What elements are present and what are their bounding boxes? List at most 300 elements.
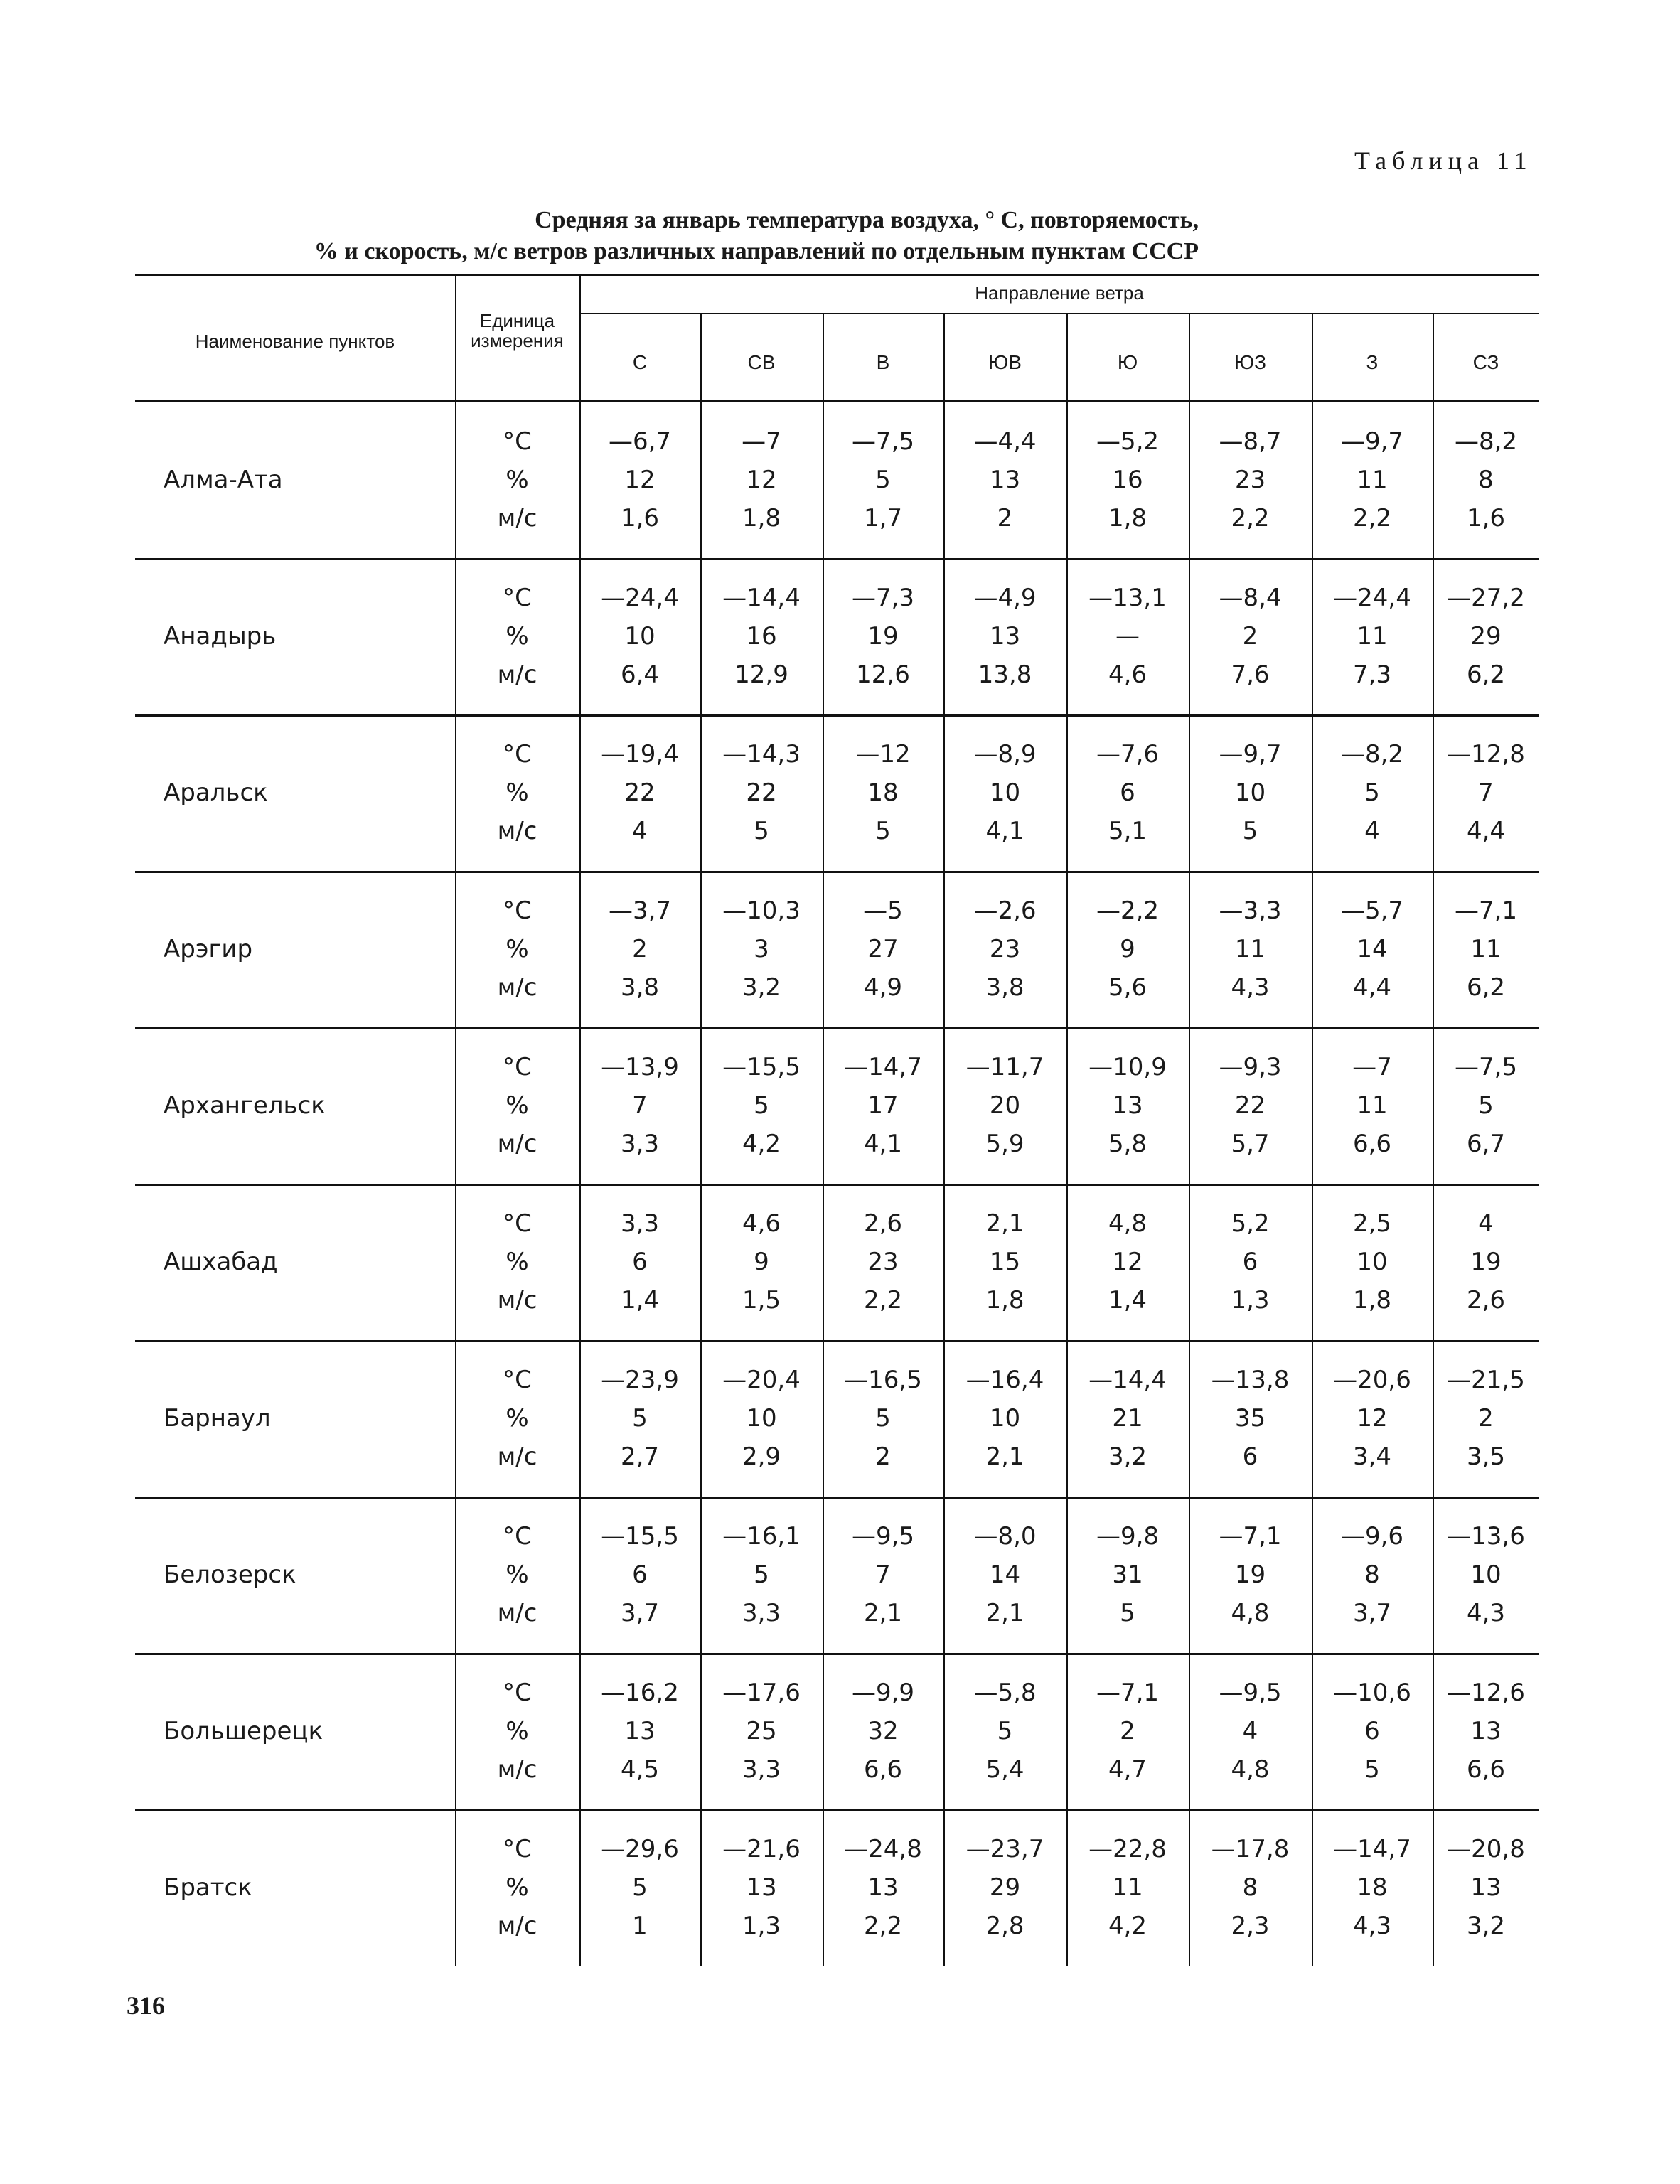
unit-label: °С: [503, 1209, 532, 1238]
value-cell: [823, 735, 943, 850]
speed-value: 1: [632, 1912, 648, 1940]
value-cell: [579, 1204, 700, 1320]
value-cell: [1433, 735, 1539, 850]
temperature-value: —9,7: [1340, 427, 1404, 456]
frequency-value: 18: [1357, 1873, 1388, 1902]
value-cell: [1189, 1674, 1312, 1789]
value-cell: [943, 1517, 1066, 1632]
speed-value: 4,4: [1466, 817, 1506, 845]
value-cell: [579, 1830, 700, 1945]
value-cell: [1312, 1674, 1433, 1789]
temperature-value: —9,5: [1219, 1679, 1282, 1707]
station-name: Архангельск: [164, 1091, 326, 1120]
temperature-value: —7,6: [1096, 740, 1160, 769]
value-cell: [1066, 1204, 1189, 1320]
temperature-value: —24,8: [844, 1835, 922, 1863]
speed-value: 2: [875, 1442, 891, 1471]
speed-value: 3,4: [1352, 1442, 1392, 1471]
frequency-value: 12: [1357, 1404, 1388, 1433]
frequency-value: 23: [989, 935, 1021, 963]
value-cell: [1433, 1204, 1539, 1320]
speed-value: 1,3: [742, 1912, 781, 1940]
speed-value: 3,3: [620, 1130, 660, 1158]
unit-label: %: [505, 466, 529, 494]
value-cell: [1066, 1048, 1189, 1163]
value-cell: [943, 892, 1066, 1007]
unit-label: °С: [503, 896, 532, 925]
temperature-value: —14,7: [844, 1053, 922, 1081]
frequency-value: 15: [989, 1248, 1021, 1276]
speed-value: 1,6: [1466, 504, 1506, 532]
value-cell: [579, 892, 700, 1007]
value-cell: [1066, 1361, 1189, 1476]
temperature-value: —20,8: [1447, 1835, 1525, 1863]
row-separator-rule: [135, 1027, 1539, 1029]
temperature-value: —7,1: [1454, 896, 1518, 925]
unit-cell: [455, 1674, 579, 1789]
temperature-value: —23,7: [965, 1835, 1044, 1863]
frequency-value: 19: [1234, 1561, 1266, 1589]
title-line-2: % и скорость, м/с ветров различных направлений по отдельным пунктам СССР: [314, 238, 1199, 264]
temperature-value: —4,4: [973, 427, 1037, 456]
speed-value: 6,6: [863, 1755, 903, 1784]
header-direction-5: Ю: [1117, 351, 1138, 373]
value-cell: [943, 1830, 1066, 1945]
frequency-value: 2: [632, 935, 648, 963]
speed-value: 7,6: [1231, 660, 1270, 689]
temperature-value: —11,7: [965, 1053, 1044, 1081]
station-name: Братск: [164, 1873, 252, 1902]
unit-label: м/с: [497, 1912, 537, 1940]
value-cell: [1312, 579, 1433, 694]
value-cell: [700, 579, 823, 694]
speed-value: 4,8: [1231, 1755, 1270, 1784]
frequency-value: 9: [754, 1248, 769, 1276]
frequency-value: 12: [746, 466, 777, 494]
temperature-value: 2,1: [985, 1209, 1024, 1238]
speed-value: 4,6: [1108, 660, 1147, 689]
header-direction-3: В: [876, 351, 890, 373]
speed-value: 5,4: [985, 1755, 1024, 1784]
value-cell: [1312, 1517, 1433, 1632]
frequency-value: 5: [754, 1091, 769, 1120]
speed-value: 1,6: [620, 504, 660, 532]
value-cell: [943, 1361, 1066, 1476]
speed-value: 4: [1364, 817, 1380, 845]
frequency-value: 27: [867, 935, 899, 963]
speed-value: 2,1: [985, 1442, 1024, 1471]
station-name: Большерецк: [164, 1717, 323, 1745]
value-cell: [1189, 579, 1312, 694]
value-cell: [943, 1674, 1066, 1789]
speed-value: 3,2: [1466, 1912, 1506, 1940]
speed-value: 4,2: [742, 1130, 781, 1158]
unit-label: м/с: [497, 1130, 537, 1158]
speed-value: 12,6: [856, 660, 910, 689]
temperature-value: —13,1: [1088, 584, 1167, 612]
speed-value: 1,8: [985, 1286, 1024, 1315]
temperature-value: —10,9: [1088, 1053, 1167, 1081]
value-cell: [1189, 1830, 1312, 1945]
temperature-value: —9,7: [1219, 740, 1282, 769]
frequency-value: 16: [746, 622, 777, 651]
header-group-rule: [579, 313, 1539, 314]
speed-value: 6,6: [1352, 1130, 1392, 1158]
temperature-value: —21,5: [1447, 1366, 1525, 1394]
speed-value: 2,8: [985, 1912, 1024, 1940]
unit-label: %: [505, 1873, 529, 1902]
unit-label: м/с: [497, 1755, 537, 1784]
unit-label: м/с: [497, 1599, 537, 1627]
speed-value: 6,7: [1466, 1130, 1506, 1158]
temperature-value: —8,2: [1340, 740, 1404, 769]
speed-value: 6,2: [1466, 660, 1506, 689]
unit-label: м/с: [497, 1442, 537, 1471]
unit-label: °С: [503, 427, 532, 456]
speed-value: 4,9: [863, 973, 903, 1002]
header-direction-1: С: [632, 351, 648, 373]
page-number: 316: [127, 1991, 165, 2020]
value-cell: [823, 422, 943, 537]
frequency-value: 6: [1364, 1717, 1380, 1745]
temperature-value: —7,5: [851, 427, 915, 456]
value-cell: [1312, 1048, 1433, 1163]
temperature-value: —21,6: [722, 1835, 801, 1863]
frequency-value: 9: [1120, 935, 1135, 963]
speed-value: 1,7: [863, 504, 903, 532]
frequency-value: 10: [1357, 1248, 1388, 1276]
value-cell: [700, 892, 823, 1007]
row-separator-rule: [135, 1497, 1539, 1499]
value-cell: [823, 1517, 943, 1632]
frequency-value: 19: [867, 622, 899, 651]
frequency-value: 7: [632, 1091, 648, 1120]
value-cell: [579, 1674, 700, 1789]
temperature-value: —4,9: [973, 584, 1037, 612]
temperature-value: —14,4: [722, 584, 801, 612]
unit-label: °С: [503, 1522, 532, 1551]
temperature-value: —15,5: [601, 1522, 679, 1551]
speed-value: 2,1: [985, 1599, 1024, 1627]
value-cell: [1433, 892, 1539, 1007]
unit-cell: [455, 1048, 579, 1163]
header-bottom-rule: [135, 400, 1539, 402]
frequency-value: 32: [867, 1717, 899, 1745]
row-separator-rule: [135, 1653, 1539, 1655]
unit-label: °С: [503, 1835, 532, 1863]
table-title: [0, 205, 1199, 267]
value-cell: [1433, 579, 1539, 694]
speed-value: 4,8: [1231, 1599, 1270, 1627]
value-cell: [700, 735, 823, 850]
unit-cell: [455, 1830, 579, 1945]
unit-cell: [455, 1361, 579, 1476]
frequency-value: 6: [1242, 1248, 1258, 1276]
value-cell: [943, 422, 1066, 537]
speed-value: 2,9: [742, 1442, 781, 1471]
speed-value: 3,7: [620, 1599, 660, 1627]
frequency-value: 11: [1234, 935, 1266, 963]
frequency-value: 13: [1470, 1873, 1502, 1902]
station-name: Ашхабад: [164, 1248, 278, 1276]
unit-label: %: [505, 1248, 529, 1276]
frequency-value: 10: [746, 1404, 777, 1433]
temperature-value: —5,2: [1096, 427, 1160, 456]
frequency-value: 14: [1357, 935, 1388, 963]
value-cell: [1066, 1674, 1189, 1789]
value-cell: [823, 1830, 943, 1945]
value-cell: [1433, 1361, 1539, 1476]
temperature-value: —12,6: [1447, 1679, 1525, 1707]
header-top-rule: [135, 274, 1539, 276]
station-name: Белозерск: [164, 1561, 296, 1589]
frequency-value: 10: [1234, 778, 1266, 807]
value-cell: [700, 1048, 823, 1163]
speed-value: 5,9: [985, 1130, 1024, 1158]
value-cell: [700, 422, 823, 537]
frequency-value: 6: [632, 1248, 648, 1276]
value-cell: [1189, 1361, 1312, 1476]
frequency-value: 22: [1234, 1091, 1266, 1120]
frequency-value: 6: [1120, 778, 1135, 807]
header-direction-7: З: [1366, 351, 1379, 373]
temperature-value: —20,4: [722, 1366, 801, 1394]
speed-value: 3,8: [620, 973, 660, 1002]
speed-value: 4,1: [863, 1130, 903, 1158]
speed-value: 5,8: [1108, 1130, 1147, 1158]
temperature-value: —8,2: [1454, 427, 1518, 456]
value-cell: [1312, 1361, 1433, 1476]
temperature-value: —16,5: [844, 1366, 922, 1394]
value-cell: [943, 735, 1066, 850]
value-cell: [1189, 735, 1312, 850]
frequency-value: 22: [624, 778, 656, 807]
unit-label: %: [505, 1717, 529, 1745]
temperature-value: —12,8: [1447, 740, 1525, 769]
speed-value: 5: [754, 817, 769, 845]
temperature-value: —5: [863, 896, 903, 925]
value-cell: [579, 735, 700, 850]
unit-label: %: [505, 935, 529, 963]
temperature-value: —7: [1352, 1053, 1392, 1081]
frequency-value: 29: [989, 1873, 1021, 1902]
speed-value: 5: [875, 817, 891, 845]
temperature-value: —14,3: [722, 740, 801, 769]
temperature-value: —13,8: [1211, 1366, 1290, 1394]
frequency-value: 10: [989, 778, 1021, 807]
unit-label: м/с: [497, 973, 537, 1002]
temperature-value: —7: [742, 427, 781, 456]
value-cell: [1312, 422, 1433, 537]
speed-value: 3,3: [742, 1755, 781, 1784]
value-cell: [823, 1361, 943, 1476]
unit-label: °С: [503, 584, 532, 612]
unit-cell: [455, 735, 579, 850]
temperature-value: —8,7: [1219, 427, 1282, 456]
frequency-value: 16: [1112, 466, 1143, 494]
row-separator-rule: [135, 1340, 1539, 1342]
temperature-value: —8,9: [973, 740, 1037, 769]
temperature-value: 3,3: [620, 1209, 660, 1238]
value-cell: [1189, 1204, 1312, 1320]
speed-value: 12,9: [734, 660, 788, 689]
speed-value: 4,2: [1108, 1912, 1147, 1940]
temperature-value: —14,4: [1088, 1366, 1167, 1394]
frequency-value: 13: [624, 1717, 656, 1745]
frequency-value: 5: [1478, 1091, 1494, 1120]
frequency-value: 4: [1242, 1717, 1258, 1745]
value-cell: [579, 422, 700, 537]
station-name: Анадырь: [164, 622, 277, 651]
temperature-value: —5,8: [973, 1679, 1037, 1707]
unit-label: °С: [503, 740, 532, 769]
frequency-value: 11: [1470, 935, 1502, 963]
frequency-value: 12: [624, 466, 656, 494]
frequency-value: 5: [875, 466, 891, 494]
frequency-value: 12: [1112, 1248, 1143, 1276]
value-cell: [1312, 735, 1433, 850]
temperature-value: 2,5: [1352, 1209, 1392, 1238]
frequency-value: 5: [1364, 778, 1380, 807]
station-name: Барнаул: [164, 1404, 271, 1433]
speed-value: 5,6: [1108, 973, 1147, 1002]
temperature-value: —8,0: [973, 1522, 1037, 1551]
value-cell: [1066, 422, 1189, 537]
value-cell: [579, 1048, 700, 1163]
temperature-value: —7,3: [851, 584, 915, 612]
value-cell: [823, 1048, 943, 1163]
speed-value: 2,2: [1231, 504, 1270, 532]
speed-value: 13,8: [978, 660, 1032, 689]
row-separator-rule: [135, 714, 1539, 717]
station-name: Алма-Ата: [164, 466, 283, 494]
temperature-value: —19,4: [601, 740, 679, 769]
header-direction-group: Направление ветра: [975, 282, 1144, 304]
value-cell: [1066, 1517, 1189, 1632]
temperature-value: —7,1: [1096, 1679, 1160, 1707]
speed-value: 1,8: [1352, 1286, 1392, 1315]
speed-value: 4,3: [1466, 1599, 1506, 1627]
speed-value: 3,7: [1352, 1599, 1392, 1627]
speed-value: 4,1: [985, 817, 1024, 845]
speed-value: 1,8: [742, 504, 781, 532]
frequency-value: 11: [1357, 466, 1388, 494]
speed-value: 1,3: [1231, 1286, 1270, 1315]
header-direction-2: СВ: [747, 351, 776, 373]
speed-value: 4: [632, 817, 648, 845]
unit-label: °С: [503, 1366, 532, 1394]
temperature-value: —17,6: [722, 1679, 801, 1707]
value-cell: [943, 1048, 1066, 1163]
frequency-value: 2: [1478, 1404, 1494, 1433]
speed-value: 3,2: [742, 973, 781, 1002]
unit-label: %: [505, 778, 529, 807]
speed-value: 4,3: [1231, 973, 1270, 1002]
title-line-1: Средняя за январь температура воздуха, ° С, повторяемость,: [535, 207, 1199, 233]
value-cell: [1433, 422, 1539, 537]
speed-value: 2,7: [620, 1442, 660, 1471]
row-separator-rule: [135, 1809, 1539, 1811]
frequency-value: 13: [746, 1873, 777, 1902]
frequency-value: 21: [1112, 1404, 1143, 1433]
frequency-value: 22: [746, 778, 777, 807]
temperature-value: —14,7: [1333, 1835, 1411, 1863]
speed-value: 1,4: [620, 1286, 660, 1315]
temperature-value: —9,8: [1096, 1522, 1160, 1551]
value-cell: [1066, 735, 1189, 850]
temperature-value: —9,3: [1219, 1053, 1282, 1081]
unit-cell: [455, 422, 579, 537]
row-separator-rule: [135, 871, 1539, 873]
value-cell: [1066, 1830, 1189, 1945]
value-cell: [579, 579, 700, 694]
value-cell: [823, 1204, 943, 1320]
frequency-value: 25: [746, 1717, 777, 1745]
value-cell: [700, 1674, 823, 1789]
frequency-value: 10: [624, 622, 656, 651]
speed-value: 5,7: [1231, 1130, 1270, 1158]
temperature-value: —2,6: [973, 896, 1037, 925]
temperature-value: 4: [1478, 1209, 1494, 1238]
frequency-value: 20: [989, 1091, 1021, 1120]
unit-cell: [455, 892, 579, 1007]
temperature-value: —8,4: [1219, 584, 1282, 612]
station-name: Арэгир: [164, 935, 253, 963]
unit-label: %: [505, 1404, 529, 1433]
speed-value: 6,4: [620, 660, 660, 689]
temperature-value: 5,2: [1231, 1209, 1270, 1238]
temperature-value: —12: [855, 740, 911, 769]
frequency-value: 6: [632, 1561, 648, 1589]
unit-cell: [455, 1204, 579, 1320]
station-name: Аральск: [164, 778, 268, 807]
speed-value: 2,2: [1352, 504, 1392, 532]
frequency-value: 10: [1470, 1561, 1502, 1589]
header-name-column: Наименование пунктов: [195, 331, 395, 352]
temperature-value: —16,2: [601, 1679, 679, 1707]
unit-label: м/с: [497, 817, 537, 845]
frequency-value: 13: [1470, 1717, 1502, 1745]
unit-label: °С: [503, 1679, 532, 1707]
speed-value: 2: [997, 504, 1013, 532]
temperature-value: —9,6: [1340, 1522, 1404, 1551]
frequency-value: 10: [989, 1404, 1021, 1433]
temperature-value: —9,5: [851, 1522, 915, 1551]
frequency-value: 5: [632, 1404, 648, 1433]
value-cell: [700, 1517, 823, 1632]
temperature-value: —3,3: [1219, 896, 1282, 925]
value-cell: [1312, 1830, 1433, 1945]
value-cell: [1189, 892, 1312, 1007]
temperature-value: —10,3: [722, 896, 801, 925]
header-direction-4: ЮВ: [988, 351, 1022, 373]
speed-value: 1,5: [742, 1286, 781, 1315]
frequency-value: 13: [989, 466, 1021, 494]
speed-value: 4,7: [1108, 1755, 1147, 1784]
frequency-value: 31: [1112, 1561, 1143, 1589]
frequency-value: 23: [867, 1248, 899, 1276]
value-cell: [823, 1674, 943, 1789]
temperature-value: 4,8: [1108, 1209, 1147, 1238]
frequency-value: 7: [875, 1561, 891, 1589]
temperature-value: —27,2: [1447, 584, 1525, 612]
temperature-value: 2,6: [863, 1209, 903, 1238]
temperature-value: —13,9: [601, 1053, 679, 1081]
speed-value: 3,8: [985, 973, 1024, 1002]
value-cell: [1312, 892, 1433, 1007]
value-cell: [943, 1204, 1066, 1320]
row-separator-rule: [135, 558, 1539, 560]
